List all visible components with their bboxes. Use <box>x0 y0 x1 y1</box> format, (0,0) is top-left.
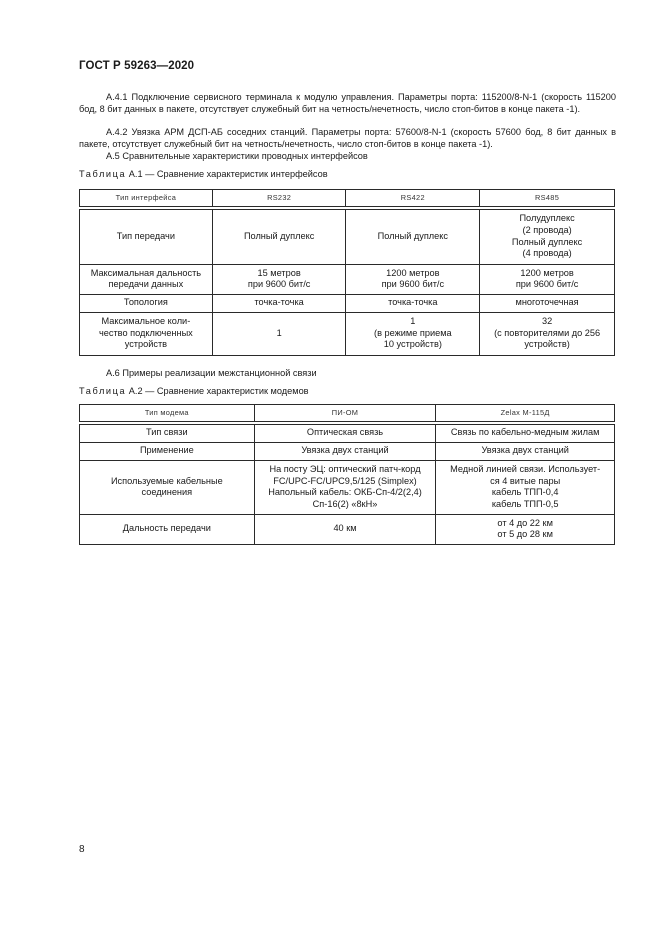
table-row <box>80 514 615 544</box>
table-row <box>80 312 615 355</box>
table2-header-cell: ПИ-ОМ <box>254 405 436 422</box>
table-cell: На посту ЭЦ: оптический патч-корд FC/UPC-FC/UPC9,5/125 (Simplex) Напольный кабель: ОКБ-Сп-4/2(2,4) Сп-16(2) «8кН» <box>254 460 436 514</box>
table2-header-cell: Тип модема <box>80 405 255 422</box>
table-cell: Полудуплекс (2 провода) Полный дуплекс (4 провода) <box>480 209 615 264</box>
table-cell: 1 (в режиме приема 10 устройств) <box>346 312 480 355</box>
table-cell: 1 <box>212 312 346 355</box>
table1-header-cell: RS422 <box>346 190 480 207</box>
paragraph-a5: А.5 Сравнительные характеристики проводных интерфейсов <box>106 151 368 161</box>
table-cell: точка-точка <box>212 294 346 312</box>
table-cell: Полный дуплекс <box>346 209 480 264</box>
table-cell: Дальность передачи <box>80 514 255 544</box>
table-cell: Медной линией связи. Использует- ся 4 витые пары кабель ТПП-0,4 кабель ТПП-0,5 <box>436 460 615 514</box>
table1-header-cell: RS485 <box>480 190 615 207</box>
table-cell: 40 км <box>254 514 436 544</box>
document-id: ГОСТ Р 59263—2020 <box>79 60 195 72</box>
table-row <box>80 209 615 264</box>
table-cell: Оптическая связь <box>254 424 436 442</box>
table-cell: 32 (с повторителями до 256 устройств) <box>480 312 615 355</box>
table-row <box>80 460 615 514</box>
table-cell: Тип связи <box>80 424 255 442</box>
table-cell: Связь по кабельно-медным жилам <box>436 424 615 442</box>
table-cell: Полный дуплекс <box>212 209 346 264</box>
table2-header-row <box>80 405 615 422</box>
paragraph-a42: А.4.2 Увязка АРМ ДСП-АБ соседних станций. Параметры порта: 57600/8-N-1 (скорость 57600 бод, 8 бит данных в пакете, отсутствует служебный бит на четность/нечетность, число стоп-битов в конце пакета -1). <box>79 127 616 149</box>
table2-header-cell: Zelax М-115Д <box>436 405 615 422</box>
table1-header-cell: Тип интерфейса <box>80 190 213 207</box>
table1-caption-text: А.1 — Сравнение характеристик интерфейсов <box>126 169 328 179</box>
table2-caption-word: Таблица <box>79 386 127 396</box>
paragraph-a41: А.4.1 Подключение сервисного терминала к модулю управления. Параметры порта: 115200/8-N-1 (скорость 115200 бод, 8 бит данных в пакете, отсутствует служебный бит на четность/нечетность, число стоп-битов в конце пакета -1). <box>79 92 616 114</box>
paragraph-a6: А.6 Примеры реализации межстанционной связи <box>106 368 317 378</box>
table-cell: Максимальное коли- чество подключенных устройств <box>80 312 213 355</box>
table-row <box>80 424 615 442</box>
table1-caption-word: Таблица <box>79 169 127 179</box>
table-cell: многоточечная <box>480 294 615 312</box>
modems-table <box>79 404 615 545</box>
table2-caption-text: А.2 — Сравнение характеристик модемов <box>126 386 309 396</box>
table-cell: 1200 метров при 9600 бит/с <box>346 264 480 294</box>
table1-caption <box>79 169 328 181</box>
page-number: 8 <box>79 844 85 855</box>
table-cell: от 4 до 22 км от 5 до 28 км <box>436 514 615 544</box>
table-cell: Увязка двух станций <box>436 442 615 460</box>
table1-header-row <box>80 190 615 207</box>
table-cell: Увязка двух станций <box>254 442 436 460</box>
table1-header-cell: RS232 <box>212 190 346 207</box>
table-row <box>80 294 615 312</box>
table-row <box>80 442 615 460</box>
table2-caption <box>79 386 309 398</box>
table-cell: Максимальная дальность передачи данных <box>80 264 213 294</box>
table-cell: Тип передачи <box>80 209 213 264</box>
table-row <box>80 264 615 294</box>
table-cell: 1200 метров при 9600 бит/с <box>480 264 615 294</box>
interfaces-table <box>79 189 615 356</box>
table-cell: Используемые кабельные соединения <box>80 460 255 514</box>
table-cell: Топология <box>80 294 213 312</box>
table-cell: Применение <box>80 442 255 460</box>
table-cell: точка-точка <box>346 294 480 312</box>
table-cell: 15 метров при 9600 бит/с <box>212 264 346 294</box>
